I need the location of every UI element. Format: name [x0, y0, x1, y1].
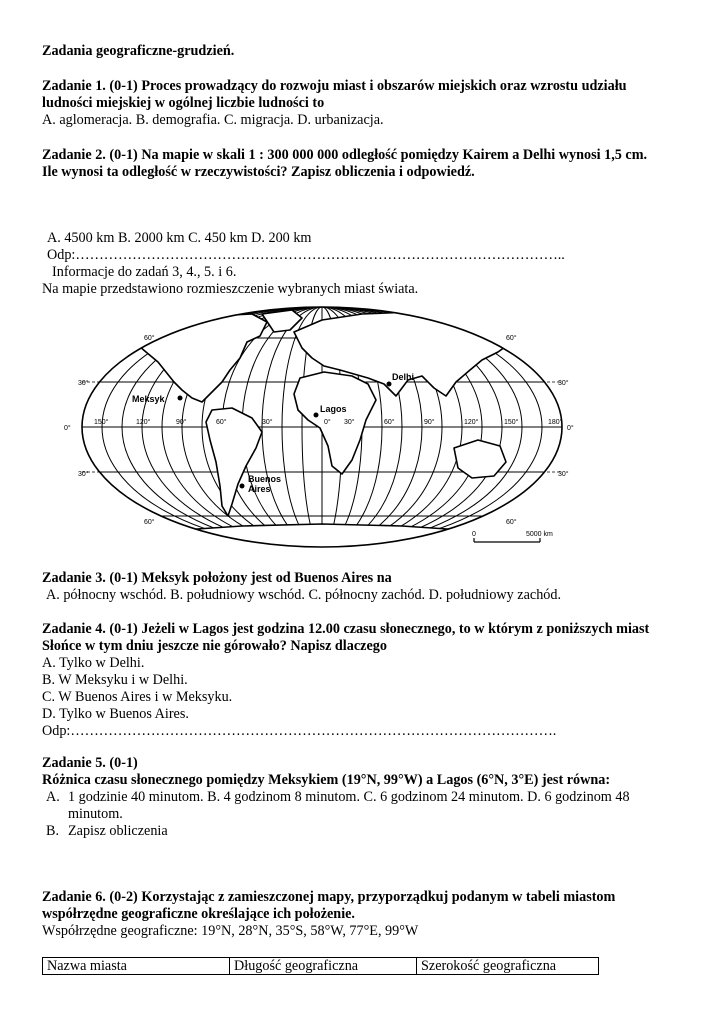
task1-options: A. aglomeracja. B. demografia. C. migracja. D. urbanizacja. — [42, 112, 384, 128]
lat-label-60s-right: 60° — [506, 519, 517, 526]
table-header-longitude: Długość geograficzna — [230, 958, 417, 975]
map-scale-bar — [472, 531, 553, 542]
lat-label-eq-right: 0° — [567, 425, 574, 432]
lat-label-30s-right: 30° — [558, 471, 569, 478]
coordinates-table — [42, 957, 599, 975]
task6-question-line1: Zadanie 6. (0-2) Korzystając z zamieszczonej mapy, przyporządkuj podanym w tabeli miastom — [42, 889, 616, 905]
task4-question-line2: Słońce w tym dniu jeszcze nie górowało? Napisz dlaczego — [42, 638, 387, 654]
antarctica-shape — [142, 524, 502, 550]
task3-question: Zadanie 3. (0-1) Meksyk położony jest od Buenos Aires na — [42, 570, 392, 586]
lon-label: 30° — [262, 419, 273, 426]
task5-question: Różnica czasu słonecznego pomiędzy Meksykiem (19°N, 99°W) a Lagos (6°N, 3°E) jest równa: — [42, 772, 611, 788]
south-america-shape — [206, 408, 262, 516]
task4-option-c: C. W Buenos Aires i w Meksyku. — [42, 689, 233, 705]
task2-options: A. 4500 km B. 2000 km C. 450 km D. 200 km — [47, 230, 312, 246]
city-label-aires: Aires — [248, 484, 271, 494]
task1-question-line1: Zadanie 1. (0-1) Proces prowadzący do rozwoju miast i obszarów miejskich oraz wzrostu udziału — [42, 78, 627, 94]
lon-label: 90° — [176, 419, 187, 426]
task2-question-line1: Zadanie 2. (0-1) Na mapie w skali 1 : 300 000 000 odległość pomiędzy Kairem a Delhi wynosi 1,5 cm. — [42, 147, 648, 163]
delhi-marker — [387, 382, 392, 387]
task4-option-b: B. W Meksyku i w Delhi. — [42, 672, 188, 688]
task5-option-b: Zapisz obliczenia — [68, 823, 168, 839]
task5-option-a-line2: minutom. — [68, 806, 123, 822]
task1-question-line2: ludności miejskiej w ogólnej liczbie ludności to — [42, 95, 325, 111]
lon-label: 150° — [504, 419, 519, 426]
lon-label: 60° — [384, 419, 395, 426]
table-header-city: Nazwa miasta — [43, 958, 230, 975]
lon-label: 90° — [424, 419, 435, 426]
scale-label-km: 5000 km — [526, 531, 553, 538]
north-america-shape — [132, 314, 267, 402]
page-title: Zadania geograficzne-grudzień. — [42, 43, 235, 59]
lon-label: 0° — [324, 419, 331, 426]
task3-options: A. północny wschód. B. południowy wschód. C. północny zachód. D. południowy zachód. — [46, 587, 562, 603]
lat-label-30s-left: 30° — [78, 471, 89, 478]
table-header-row — [43, 958, 599, 975]
task5-option-b-marker: B. — [46, 823, 60, 839]
task2-answer-line[interactable]: Odp:………………………………………………………………………………………….. — [47, 247, 565, 263]
lon-label: 120° — [464, 419, 479, 426]
africa-shape — [294, 372, 376, 474]
lon-label: 120° — [136, 419, 151, 426]
lon-label: 30° — [344, 419, 355, 426]
lat-label-30n-right: 30° — [558, 380, 569, 387]
task4-question-line1: Zadanie 4. (0-1) Jeżeli w Lagos jest godzina 12.00 czasu słonecznego, to w którym z poniższych miast — [42, 621, 650, 637]
task6-question-line2: współrzędne geograficzne określające ich położenie. — [42, 906, 355, 922]
task5-title: Zadanie 5. (0-1) — [42, 755, 138, 771]
city-label-meksyk: Meksyk — [132, 394, 165, 404]
lon-label: 60° — [216, 419, 227, 426]
lat-label-60n-left: 60° — [144, 335, 155, 342]
task6-coordinates: Współrzędne geograficzne: 19°N, 28°N, 35°S, 58°W, 77°E, 99°W — [42, 923, 419, 939]
city-label-buenos: Buenos — [248, 474, 282, 484]
lat-label-30n-left: 30° — [78, 380, 89, 387]
lat-label-60s-left: 60° — [144, 519, 155, 526]
scale-label-zero: 0 — [472, 531, 476, 538]
table-header-latitude: Szerokość geograficzna — [417, 958, 599, 975]
task5-option-a-marker: A. — [46, 789, 60, 805]
task5-option-a-line1: 1 godzinie 40 minutom. B. 4 godzinom 8 minutom. C. 6 godzinom 24 minutom. D. 6 godzinom 48 — [68, 789, 630, 805]
city-label-lagos: Lagos — [320, 404, 347, 414]
task4-option-a: A. Tylko w Delhi. — [42, 655, 145, 671]
lagos-marker — [314, 413, 319, 418]
info-heading: Informacje do zadań 3, 4., 5. i 6. — [52, 264, 237, 280]
lat-label-eq-left: 0° — [64, 425, 71, 432]
greenland-shape — [262, 310, 302, 332]
meksyk-marker — [178, 396, 183, 401]
lat-label-60n-right: 60° — [506, 335, 517, 342]
lon-label: 180° — [548, 419, 563, 426]
task2-question-line2: Ile wynosi ta odległość w rzeczywistości? Zapisz obliczenia i odpowiedź. — [42, 164, 475, 180]
task4-option-d: D. Tylko w Buenos Aires. — [42, 706, 189, 722]
lon-label: 150° — [94, 419, 109, 426]
buenos-aires-marker — [240, 484, 245, 489]
world-map — [62, 300, 582, 550]
info-description: Na mapie przedstawiono rozmieszczenie wybranych miast świata. — [42, 281, 419, 297]
city-label-delhi: Delhi — [392, 372, 415, 382]
task4-answer-line[interactable]: Odp:…………………………………………………………………………………………. — [42, 723, 557, 739]
